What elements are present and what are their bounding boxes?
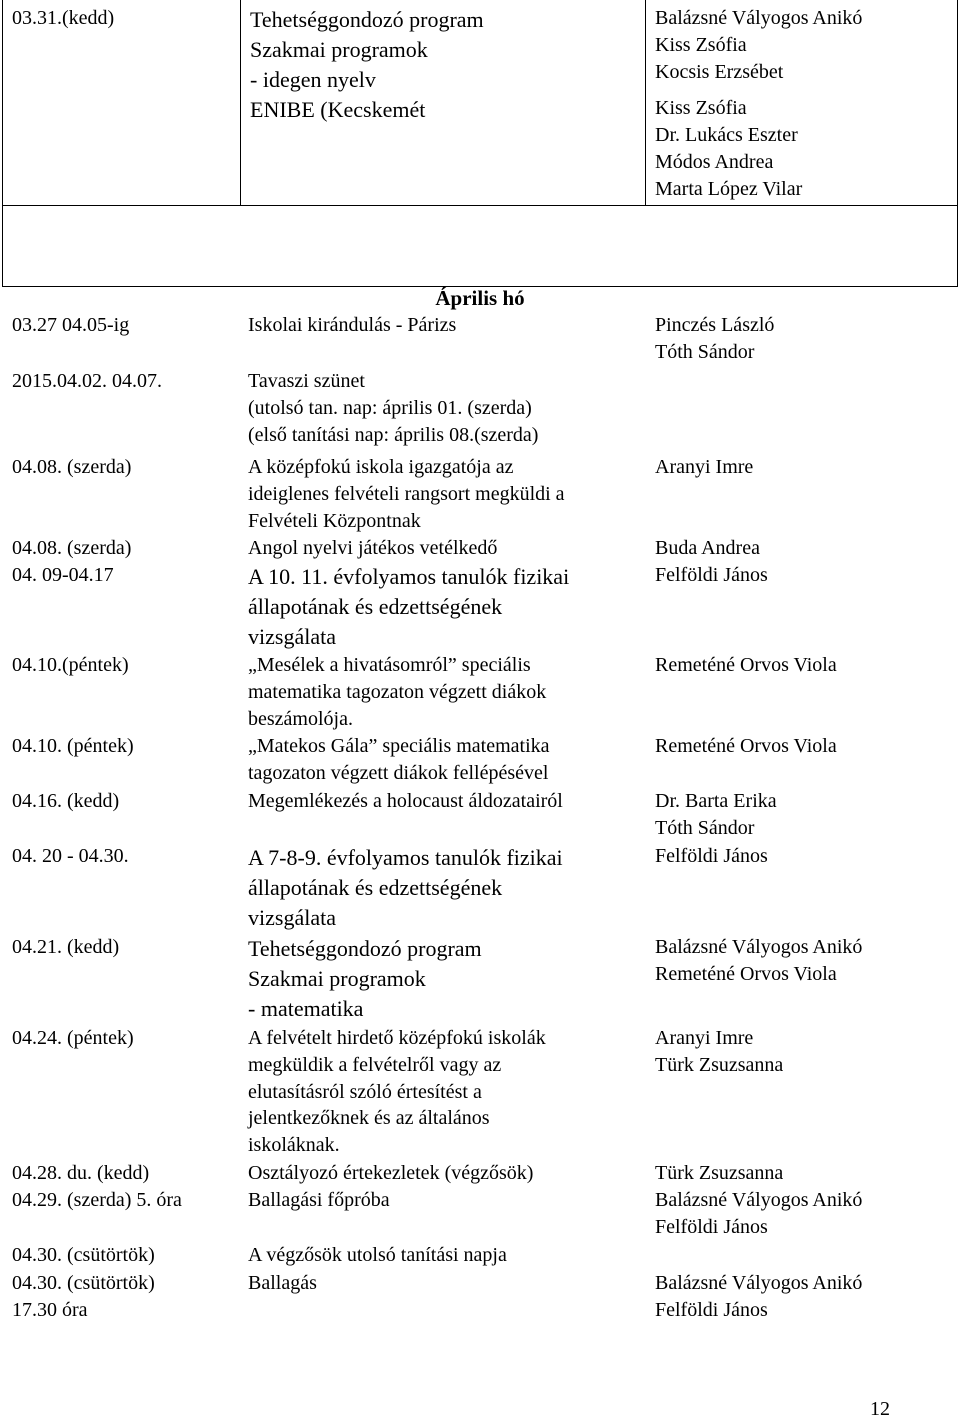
event-line: - idegen nyelv: [250, 67, 376, 92]
event-line: tagozaton végzett diákok fellépésével: [248, 761, 549, 784]
event-line: A felvételt hirdető középfokú iskolák: [248, 1027, 546, 1049]
row-date: 04.29. (szerda) 5. óra: [12, 1189, 182, 1211]
column-divider: [645, 0, 646, 205]
person-name: Remeténé Orvos Viola: [655, 654, 837, 676]
event-line: állapotának és edzettségének: [248, 594, 503, 619]
person-name: Felföldi János: [655, 1215, 768, 1238]
column-divider: [240, 0, 241, 205]
event-line: megküldik a felvételről vagy az: [248, 1053, 502, 1076]
event-line: Szakmai programok: [248, 966, 426, 991]
row-divider: [2, 205, 958, 206]
event-line: jelentkezőknek és az általános: [248, 1107, 490, 1130]
person-name: Kiss Zsófia: [655, 97, 747, 119]
row-date: 04.10. (péntek): [12, 735, 134, 757]
person-name: Aranyi Imre: [655, 456, 754, 478]
event-line: iskoláknak.: [248, 1134, 340, 1157]
event-line: állapotának és edzettségének: [248, 875, 503, 900]
row-date: 04.10.(péntek): [12, 654, 129, 676]
person-name: Remeténé Orvos Viola: [655, 735, 837, 757]
person-name: Felföldi János: [655, 845, 768, 867]
row-date: 04. 09-04.17: [12, 564, 114, 586]
event-line: beszámolója.: [248, 707, 353, 730]
event-line: A végzősök utolsó tanítási napja: [248, 1244, 507, 1266]
event-line: Osztályozó értekezletek (végzősök): [248, 1162, 534, 1184]
event-line: matematika tagozaton végzett diákok: [248, 680, 547, 703]
row-date: 2015.04.02. 04.07.: [12, 370, 162, 392]
person-name: Aranyi Imre: [655, 1027, 754, 1049]
person-name: Pinczés László: [655, 314, 775, 336]
row-date: 04.08. (szerda): [12, 456, 132, 478]
event-line: Szakmai programok: [250, 37, 428, 62]
person-name: Felföldi János: [655, 1298, 768, 1321]
event-line: A 10. 11. évfolyamos tanulók fizikai: [248, 564, 570, 589]
event-line: ENIBE (Kecskemét: [250, 97, 426, 122]
event-line: A középfokú iskola igazgatója az: [248, 456, 514, 478]
person-name: Balázsné Vályogos Anikó: [655, 936, 863, 958]
person-name: Balázsné Vályogos Anikó: [655, 1272, 863, 1294]
row-date: 04.28. du. (kedd): [12, 1162, 150, 1184]
person-name: Kocsis Erzsébet: [655, 61, 784, 83]
event-line: Ballagás: [248, 1272, 317, 1294]
person-name: Tóth Sándor: [655, 816, 755, 839]
event-line: vizsgálata: [248, 624, 336, 649]
person-name: Módos Andrea: [655, 151, 774, 173]
section-heading: Április hó: [435, 286, 525, 310]
person-name: Balázsné Vályogos Anikó: [655, 1189, 863, 1211]
person-name: Buda Andrea: [655, 537, 760, 559]
person-name: Felföldi János: [655, 564, 768, 586]
row-date: 04.24. (péntek): [12, 1027, 134, 1049]
row-date: 03.31.(kedd): [12, 7, 115, 29]
event-line: Ballagási főpróba: [248, 1189, 390, 1211]
event-line: Tehetséggondozó program: [248, 936, 482, 961]
event-line: „Mesélek a hivatásomról” speciális: [248, 654, 531, 676]
person-name: Balázsné Vályogos Anikó: [655, 7, 863, 29]
row-date: 17.30 óra: [12, 1298, 88, 1321]
event-line: - matematika: [248, 996, 364, 1021]
event-line: Iskolai kirándulás - Párizs: [248, 314, 457, 336]
event-line: (első tanítási nap: április 08.(szerda): [248, 423, 539, 446]
row-date: 04.16. (kedd): [12, 790, 120, 812]
person-name: Dr. Barta Erika: [655, 790, 777, 812]
event-line: Tehetséggondozó program: [250, 7, 484, 32]
event-line: Tavaszi szünet: [248, 370, 365, 392]
person-name: Marta López Vilar: [655, 178, 803, 200]
page-number: 12: [870, 1398, 890, 1420]
person-name: Remeténé Orvos Viola: [655, 962, 837, 985]
event-line: Angol nyelvi játékos vetélkedő: [248, 537, 498, 559]
person-name: Türk Zsuzsanna: [655, 1053, 784, 1076]
row-date: 04.08. (szerda): [12, 537, 132, 559]
person-name: Tóth Sándor: [655, 340, 755, 363]
row-date: 04.30. (csütörtök): [12, 1244, 155, 1266]
event-line: Felvételi Központnak: [248, 509, 421, 532]
person-name: Kiss Zsófia: [655, 34, 747, 56]
event-line: (utolsó tan. nap: április 01. (szerda): [248, 396, 532, 419]
person-name: Dr. Lukács Eszter: [655, 124, 798, 146]
person-name: Türk Zsuzsanna: [655, 1162, 784, 1184]
event-line: elutasításról szóló értesítést a: [248, 1080, 482, 1103]
event-line: Megemlékezés a holocaust áldozatairól: [248, 790, 563, 812]
event-line: ideiglenes felvételi rangsort megküldi a: [248, 482, 565, 505]
top-table-cell: [2, 0, 958, 287]
event-line: „Matekos Gála” speciális matematika: [248, 735, 550, 757]
row-date: 04.21. (kedd): [12, 936, 120, 958]
event-line: A 7-8-9. évfolyamos tanulók fizikai: [248, 845, 563, 870]
event-line: vizsgálata: [248, 905, 336, 930]
row-date: 03.27 04.05-ig: [12, 314, 130, 336]
row-date: 04.30. (csütörtök): [12, 1272, 155, 1294]
row-date: 04. 20 - 04.30.: [12, 845, 129, 867]
